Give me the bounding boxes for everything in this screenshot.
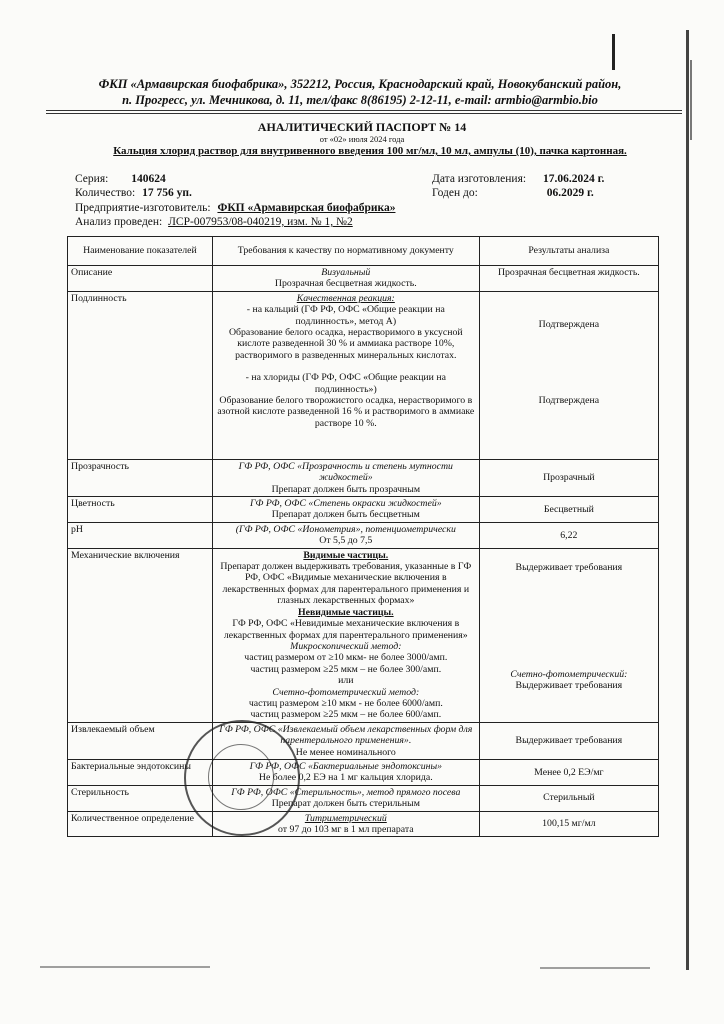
req-method: ГФ РФ, ОФС «Извлекаемый объем лекарственных форм для парентерального применения». — [219, 723, 473, 747]
manufacturer-field — [75, 201, 395, 215]
row-name: Подлинность — [68, 291, 213, 459]
row-result: Прозрачный — [479, 459, 658, 496]
product-name: Кальция хлорид раствор для внутривенного введения 100 мг/мл, 10 мл, ампулы (10), пачка картонная. — [113, 145, 627, 157]
col-header-indicator: Наименование показателей — [68, 237, 213, 266]
visible-text: Препарат должен выдерживать требования, указанные в ГФ РФ, ОФС «Видимые механические включения в лекарственных формах для парентерального применения и глазных лекарственных формах» — [220, 561, 472, 607]
row-requirement — [212, 497, 479, 523]
invisible-head: Невидимые частицы. — [298, 606, 394, 618]
req-chloride-text: Образование белого творожистого осадка, нерастворимого в азотной кислоте разведенной 16 % и растворимого в аммиаке растворе 10 %. — [217, 395, 475, 429]
row-requirement — [212, 266, 479, 292]
header-divider — [46, 110, 682, 111]
row-result: Бесцветный — [479, 497, 658, 523]
row-name: Описание — [68, 266, 213, 292]
document-title: АНАЛИТИЧЕСКИЙ ПАСПОРТ № 14 — [257, 120, 467, 134]
mfg-date-label: Дата изготовления: — [432, 173, 527, 185]
row-result — [479, 291, 658, 459]
row-result — [479, 548, 658, 722]
req-text: Препарат должен быть стерильным — [271, 798, 420, 810]
row-color — [68, 497, 659, 523]
result-calcium: Подтверждена — [538, 318, 600, 330]
row-result: Стерильный — [479, 785, 658, 811]
col-header-requirements: Требования к качеству по нормативному документу — [212, 237, 479, 266]
result-visible: Выдерживает требования — [515, 561, 623, 573]
quantity-value: 17 756 уп. — [142, 187, 192, 199]
series-label: Серия: — [75, 173, 109, 185]
col-header-results: Результаты анализа — [479, 237, 658, 266]
req-text: Препарат должен быть бесцветным — [271, 509, 420, 521]
stamp-inner-ring — [208, 744, 274, 810]
analysis-field — [75, 215, 353, 229]
visible-head: Видимые частицы. — [303, 549, 389, 561]
row-sterility — [68, 785, 659, 811]
row-requirement — [212, 522, 479, 548]
company-header-line1: ФКП «Армавирская биофабрика», 352212, Россия, Краснодарский край, Новокубанский район, — [98, 77, 622, 91]
req-calcium: - на кальций (ГФ РФ, ОФС «Общие реакции на подлинность», метод А) — [246, 304, 445, 327]
micro-head: Микроскопический метод: — [290, 640, 402, 652]
row-ph — [68, 522, 659, 548]
row-result: 6,22 — [479, 522, 658, 548]
req-method: ГФ РФ, ОФС «Прозрачность и степень мутности жидкостей» — [238, 460, 453, 484]
row-result: Выдерживает требования — [479, 722, 658, 759]
row-description — [68, 266, 659, 292]
series-field — [75, 172, 166, 186]
row-name: Количественное определение — [68, 811, 213, 837]
row-name: pH — [68, 522, 213, 548]
req-method: (ГФ РФ, ОФС «Ионометрия», потенциометрически — [235, 523, 456, 535]
analysis-label: Анализ проведен: — [75, 216, 163, 228]
scan-speck-bottom-2 — [540, 967, 650, 969]
expiry-value: 06.2029 г. — [546, 187, 594, 199]
req-method: ГФ РФ, ОФС «Степень окраски жидкостей» — [249, 498, 442, 510]
mfg-date-field — [432, 172, 604, 186]
row-volume — [68, 722, 659, 759]
series-value: 140624 — [131, 173, 166, 185]
row-name: Механические включения — [68, 548, 213, 722]
row-name: Извлекаемый объем — [68, 722, 213, 759]
scan-edge-mark — [690, 60, 692, 140]
table-header-row — [68, 237, 659, 266]
req-text: Не менее номинального — [295, 746, 396, 758]
scan-mark-top — [612, 34, 615, 70]
req-head: Качественная реакция: — [296, 292, 395, 304]
row-transparency — [68, 459, 659, 496]
row-requirement — [212, 459, 479, 496]
req-method: Визуальный — [321, 267, 371, 278]
result-invisible: Выдерживает требования — [515, 680, 623, 692]
row-particles — [68, 548, 659, 722]
mfg-date-value: 17.06.2024 г. — [542, 173, 605, 185]
req-text: Препарат должен быть прозрачным — [271, 483, 421, 495]
row-name: Бактериальные эндотоксины — [68, 759, 213, 785]
quantity-field — [75, 186, 192, 200]
row-result: 100,15 мг/мл — [479, 811, 658, 837]
row-requirement — [212, 291, 479, 459]
req-text: Не более 0,2 ЕЭ на 1 мг кальция хлорида. — [258, 772, 433, 784]
row-name: Стерильность — [68, 785, 213, 811]
result-invisible-method: Счетно-фотометрический: — [510, 669, 628, 681]
header-divider-2 — [46, 113, 682, 114]
req-method: Титриметрический — [304, 812, 387, 824]
row-assay — [68, 811, 659, 837]
row-name: Прозрачность — [68, 459, 213, 496]
invisible-text: ГФ РФ, ОФС «Невидимые механические включения в лекарственных формах для парентерального применения» — [223, 618, 468, 641]
req-text: Прозрачная бесцветная жидкость. — [274, 278, 417, 290]
row-identity — [68, 291, 659, 459]
company-header-line2: п. Прогресс, ул. Мечникова, д. 11, тел/факс 8(86195) 2-12-11, e-mail: armbio@armbio.bio — [122, 93, 598, 107]
expiry-label: Годен до: — [432, 187, 478, 199]
row-result: Менее 0,2 ЕЭ/мг — [479, 759, 658, 785]
micro-line2: частиц размером ≥25 мкм – не более 300/амп. — [250, 663, 442, 675]
manufacturer-label: Предприятие-изготовитель: — [75, 202, 211, 214]
result-chloride: Подтверждена — [538, 395, 600, 407]
req-text: От 5,5 до 7,5 — [319, 535, 373, 547]
manufacturer-value: ФКП «Армавирская биофабрика» — [217, 202, 396, 214]
document-date: от «02» июля 2024 года — [319, 134, 405, 144]
req-text: от 97 до 103 мг в 1 мл препарата — [277, 824, 414, 835]
micro-line1: частиц размером от ≥10 мкм- не более 3000/амп. — [244, 652, 448, 664]
row-name: Цветность — [68, 497, 213, 523]
analysis-table — [67, 236, 659, 837]
row-endotoxins — [68, 759, 659, 785]
req-method: ГФ РФ, ОФС «Стерильность», метод прямого посева — [231, 786, 461, 798]
req-chloride: - на хлориды (ГФ РФ, ОФС «Общие реакции на подлинность») — [245, 372, 446, 395]
req-method: ГФ РФ, ОФС «Бактериальные эндотоксины» — [249, 760, 443, 772]
photo-line2: частиц размером ≥25 мкм – не более 600/амп. — [250, 709, 442, 721]
expiry-field — [432, 186, 594, 200]
req-calcium-text: Образование белого осадка, нерастворимого в уксусной кислоте разведенной 30 % и аммиака растворе 10%, растворимого в разведенных минеральных кислотах. — [228, 327, 463, 361]
analysis-value: ЛСР-007953/08-040219, изм. № 1, №2 — [168, 216, 353, 228]
or-text: или — [338, 675, 354, 687]
scan-speck-bottom — [40, 966, 210, 968]
scan-edge-line — [686, 30, 689, 970]
photo-head: Счетно-фотометрический метод: — [272, 686, 420, 698]
photo-line1: частиц размером ≥10 мкм - не более 6000/амп. — [248, 697, 443, 709]
row-result: Прозрачная бесцветная жидкость. — [479, 266, 658, 292]
quantity-label: Количество: — [75, 187, 136, 199]
row-requirement — [212, 548, 479, 722]
